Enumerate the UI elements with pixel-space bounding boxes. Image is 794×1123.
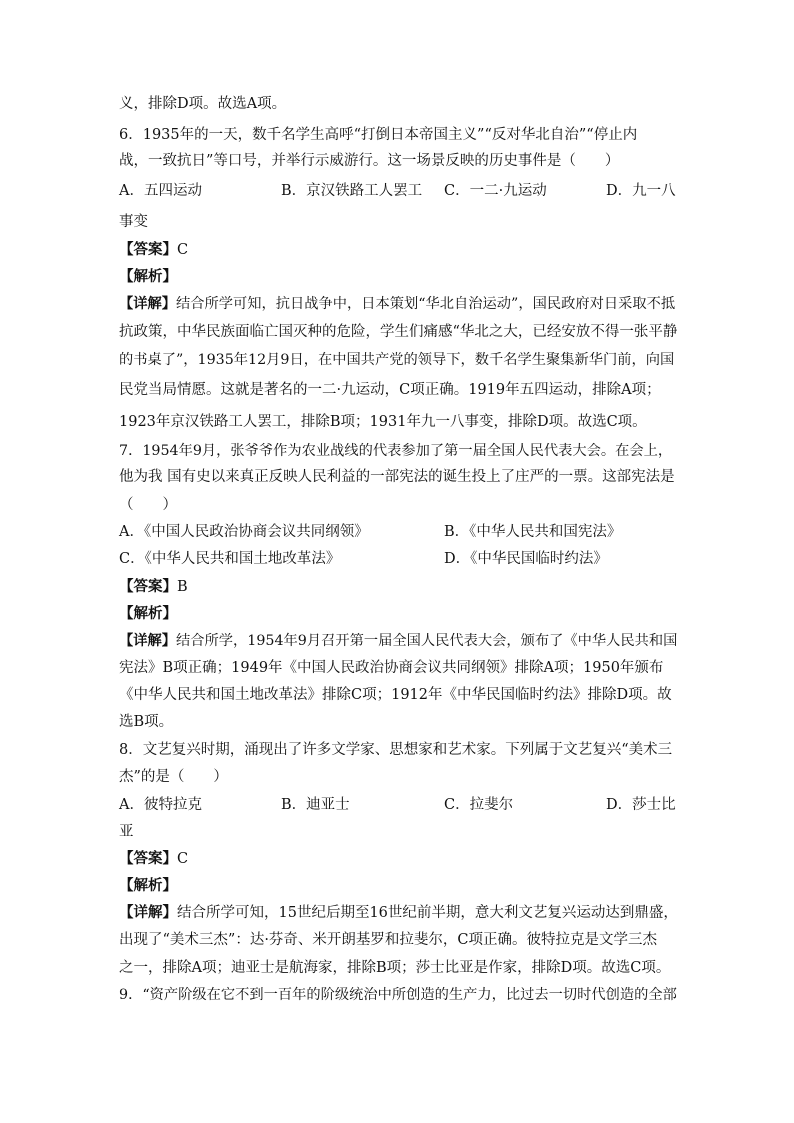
q6-detail-line-2: 抗政策，中华民族面临亡国灭种的危险，学生们痛感“华北之大，已经安放不得一张平静 [119,324,678,340]
answer-tag: 【答案】 [119,851,177,867]
q7-stem-line-3: （ ） [119,497,177,513]
q7-option-c: C．《中华人民共和国土地改革法》 [119,551,341,567]
q7-option-a: A．《中国人民政治协商会议共同纲领》 [119,524,369,540]
answer-tag: 【答案】 [119,242,177,258]
q6-detail-line-4: 民党当局情愿。这就是著名的一二·九运动，C项正确。1919年五四运动，排除A项； [119,382,661,398]
q8-option-b: B．迪亚士 [281,797,350,813]
q7-detail-line-2: 宪法》B项正确；1949年《中国人民政治协商会议共同纲领》排除A项；1950年颁布 [119,660,664,676]
q9-stem-line-1: 9．“资产阶级在它不到一百年的阶级统治中所创造的生产力，比过去一切时代创造的全部 [119,987,677,1003]
q7-stem-line-2: 他为我 国有史以来真正反映人民利益的一部宪法的诞生投上了庄严的一票。这部宪法是 [119,469,675,485]
q8-option-d-continuation: 亚 [119,824,134,840]
detail-tag: 【详解】 [119,296,177,312]
q6-detail-line-3: 的书桌了”，1935年12月9日，在中国共产党的领导下，数千名学生聚集新华门前，向国 [119,352,675,368]
q8-stem-line-2: 杰”的是（ ） [119,769,228,785]
q8-option-d: D．莎士比 [606,797,676,813]
detail-tag: 【详解】 [119,905,177,921]
q8-option-a: A．彼特拉克 [119,797,202,813]
q6-detail-line-5: 1923年京汉铁路工人罢工，排除B项；1931年九一八事变，排除D项。故选C项。 [119,414,647,430]
answer-value: C [177,242,189,258]
detail-text: 结合所学，1954年9月召开第一届全国人民代表大会，颁布了《中华人民共和国 [176,633,678,649]
q8-detail-line-1 [119,903,679,923]
q6-option-b: B．京汉铁路工人罢工 [281,183,423,199]
q7-option-b: B．《中华人民共和国宪法》 [444,524,622,540]
q7-detail-line-4: 选B项。 [119,714,174,730]
q6-option-c: C．一二·九运动 [444,183,547,199]
q8-detail-line-3: 之一，排除A项；迪亚士是航海家，排除B项；莎士比亚是作家，排除D项。故选C项。 [119,960,671,976]
q7-answer [119,577,679,597]
analysis-tag: 【解析】 [119,878,177,894]
q7-stem-line-1: 7．1954年9月，张爷爷作为农业战线的代表参加了第一届全国人民代表大会。在会上， [119,443,673,459]
answer-tag: 【答案】 [119,579,177,595]
q7-analysis-tag [119,604,679,624]
q8-analysis-tag [119,876,679,896]
answer-value: B [177,579,188,595]
q8-stem-line-1: 8．文艺复兴时期，涌现出了许多文学家、思想家和艺术家。下列属于文艺复兴“美术三 [119,742,673,758]
detail-tag: 【详解】 [119,633,177,649]
q6-detail-line-1 [119,294,679,314]
q6-stem-line-1: 6．1935年的一天，数千名学生高呼“打倒日本帝国主义”“反对华北自治”“停止内 [119,127,638,143]
analysis-tag: 【解析】 [119,606,177,622]
q8-option-c: C．拉斐尔 [444,797,514,813]
analysis-tag: 【解析】 [119,269,177,285]
q6-answer [119,240,679,260]
q6-option-d: D．九一八 [606,183,676,199]
q6-stem-line-2: 战，一致抗日”等口号，并举行示威游行。这一场景反映的历史事件是（ ） [119,153,620,169]
q8-detail-line-2: 出现了“美术三杰”：达·芬奇、米开朗基罗和拉斐尔，C项正确。彼特拉克是文学三杰 [119,932,658,948]
q6-option-a: A．五四运动 [119,183,202,199]
q6-analysis-tag [119,267,679,287]
q6-option-d-continuation: 事变 [119,214,148,230]
q7-detail-line-1 [119,631,679,651]
answer-value: C [177,851,189,867]
continuation-line: 义，排除D项。故选A项。 [119,96,287,112]
q8-answer [119,849,679,869]
q7-detail-line-3: 《中华人民共和国土地改革法》排除C项；1912年《中华民国临时约法》排除D项。故 [119,687,672,703]
detail-text: 结合所学可知，抗日战争中，日本策划“华北自治运动”，国民政府对日采取不抵 [176,296,676,312]
detail-text: 结合所学可知，15世纪后期至16世纪前半期，意大利文艺复兴运动达到鼎盛， [177,905,678,921]
q7-option-d: D．《中华民国临时约法》 [444,551,608,567]
